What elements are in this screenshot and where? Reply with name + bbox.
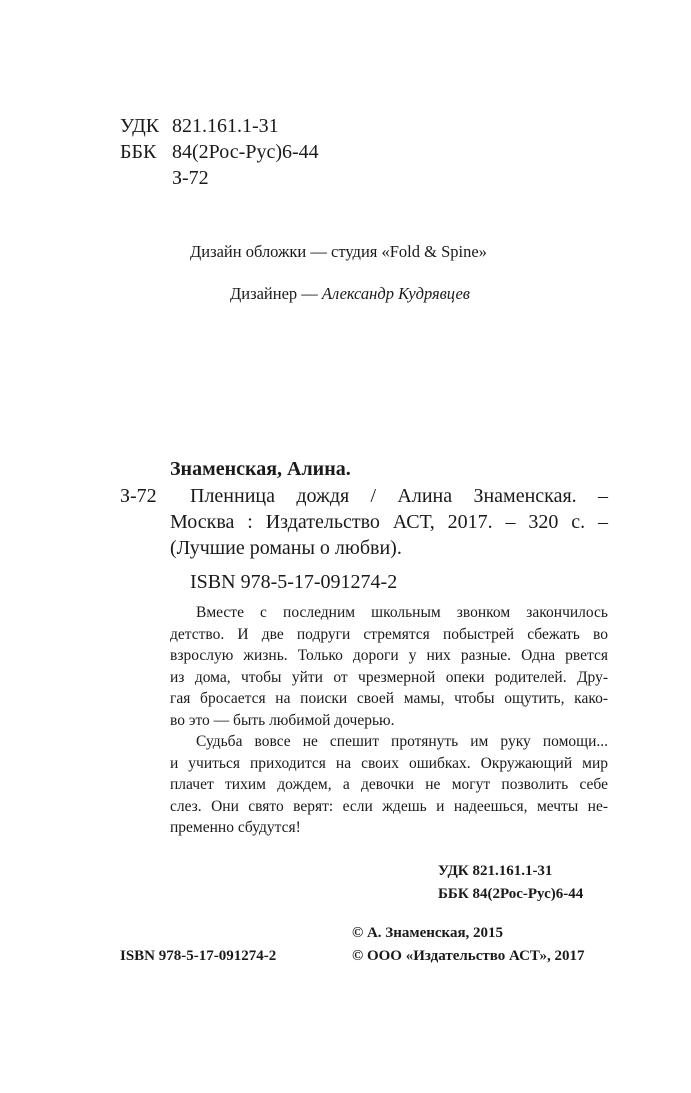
udk-value: 821.161.1-31 (172, 115, 279, 137)
bbk-value: 84(2Рос-Рус)6-44 (172, 141, 319, 163)
bottom-udk: УДК 821.161.1-31 (438, 863, 553, 879)
annotation-line: детство. И две подруги стремятся побыстрей сбежать во (170, 625, 608, 643)
bib-line-2: Москва : Издательство АСТ, 2017. – 320 с. – (170, 511, 608, 533)
author-sign: З-72 (172, 167, 209, 189)
copyright-publisher: © ООО «Издательство АСТ», 2017 (352, 948, 585, 964)
author-heading: Знаменская, Алина. (170, 458, 351, 480)
annotation-line: и учиться приходится на своих ошибках. Окружающий мир (170, 754, 608, 772)
bib-line-1: Пленница дождя / Алина Знаменская. – (190, 485, 608, 507)
bib-line-3: (Лучшие романы о любви). (170, 537, 402, 559)
designer-credit (230, 284, 470, 304)
designer-label: Дизайнер — (230, 284, 322, 303)
annotation-line: пременно сбудутся! (170, 819, 301, 836)
annotation (170, 602, 608, 839)
bottom-bbk: ББК 84(2Рос-Рус)6-44 (438, 886, 584, 902)
designer-name: Александр Кудрявцев (321, 284, 470, 303)
annotation-line: Судьба вовсе не спешит протянуть им руку помощи... (196, 733, 608, 750)
annotation-line: во это — быть любимой дочерью. (170, 711, 395, 729)
bottom-isbn: ISBN 978-5-17-091274-2 (120, 948, 277, 964)
bbk-label: ББК (120, 141, 157, 163)
annotation-line: из дома, чтобы уйти от чрезмерной опеки родителей. Дру- (170, 668, 608, 686)
annotation-line: взрослую жизнь. Только дороги у них разные. Одна рвется (170, 647, 608, 664)
annotation-line: гая бросается на поиски своей мамы, чтобы ощутить, како- (170, 690, 608, 707)
annotation-line: слез. Они свято верят: если ждешь и надеешься, мечты не- (170, 797, 608, 815)
bib-isbn: ISBN 978-5-17-091274-2 (190, 571, 398, 593)
udk-label: УДК (120, 115, 160, 137)
annotation-line: плачет тихим дождем, а девочки не могут позволить себе (170, 776, 608, 793)
copyright-author: © А. Знаменская, 2015 (352, 925, 504, 941)
cover-design-credit: Дизайн обложки — студия «Fold & Spine» (190, 242, 487, 261)
annotation-line: Вместе с последним школьным звонком закончилось (196, 604, 608, 621)
bib-sign: З-72 (120, 485, 157, 507)
